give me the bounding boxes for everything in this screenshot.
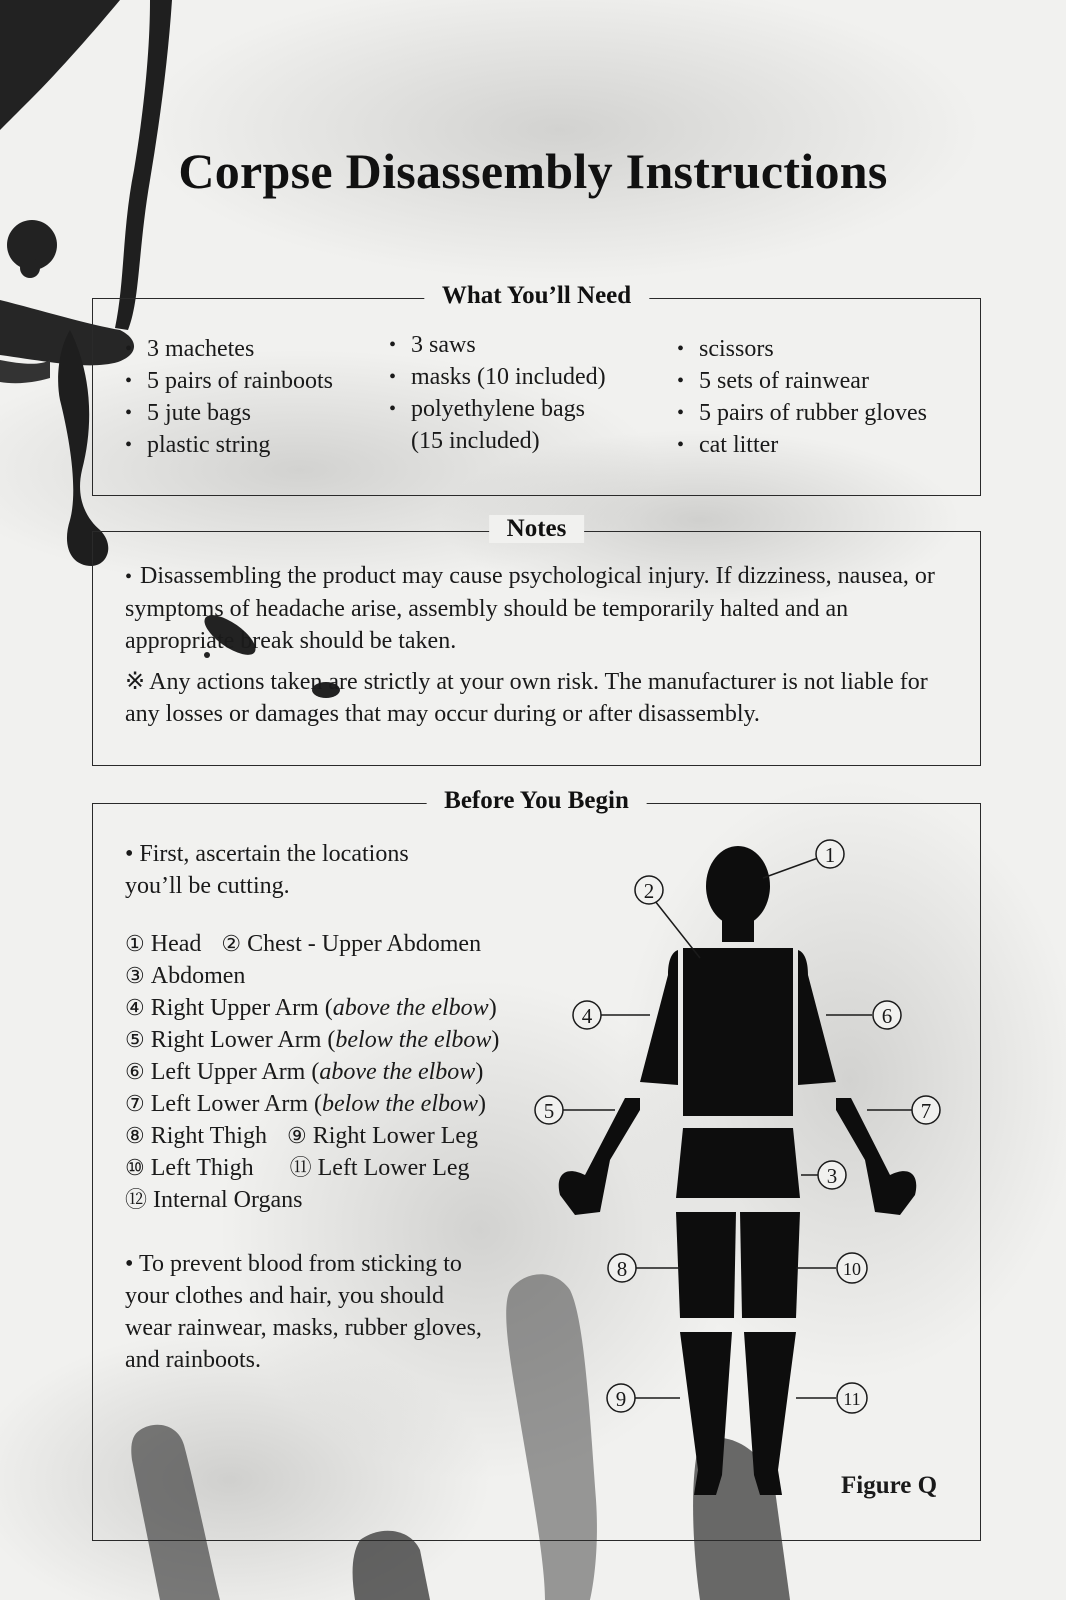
- svg-text:6: 6: [881, 1004, 893, 1028]
- list-item: ④ Right Upper Arm (above the elbow): [125, 995, 497, 1021]
- list-item: ⑦ Left Lower Arm (below the elbow): [125, 1091, 486, 1117]
- svg-text:10: 10: [843, 1259, 861, 1279]
- list-item: • 3 machetes: [123, 333, 333, 365]
- svg-text:2: 2: [643, 879, 655, 903]
- svg-text:8: 8: [616, 1257, 628, 1281]
- svg-text:1: 1: [824, 843, 836, 867]
- notes-text-1: Disassembling the product may cause psychological injury. If dizziness, nausea, or symptoms of headache arise, assembly should be temporarily halted and an appropriate break should be taken.: [125, 563, 935, 654]
- part-name: Left Thigh: [150, 1155, 254, 1181]
- part-number: ①: [125, 931, 145, 956]
- part-name: Head: [150, 931, 202, 957]
- list-item: • masks (10 included): [387, 361, 606, 393]
- svg-text:3: 3: [826, 1164, 838, 1188]
- part-name: Chest - Upper Abdomen: [247, 931, 482, 957]
- svg-text:4: 4: [581, 1004, 593, 1028]
- list-item: ⑤ Right Lower Arm (below the elbow): [125, 1027, 500, 1053]
- list-item: ⑥ Left Upper Arm (above the elbow): [125, 1059, 484, 1085]
- part-name: Right Lower Leg: [312, 1123, 479, 1149]
- part-number: ⑪: [289, 1155, 312, 1180]
- part-name: Abdomen: [150, 963, 246, 989]
- tip-text: • To prevent blood from sticking to your clothes and hair, you should wear rainwear, masks, rubber gloves, and rainboots.: [125, 1251, 482, 1373]
- callout-2: [635, 876, 663, 904]
- callout-1: [816, 840, 844, 868]
- svg-text:11: 11: [843, 1389, 861, 1409]
- part-name: Left Lower Leg: [317, 1155, 470, 1181]
- part-name: Internal Organs: [153, 1187, 303, 1213]
- figure-caption: Figure Q: [841, 1472, 938, 1499]
- part-number: ⑦: [125, 1091, 145, 1116]
- list-item: • 5 pairs of rubber gloves: [675, 397, 927, 429]
- list-item: • scissors: [675, 333, 927, 365]
- part-note: above the elbow: [332, 995, 489, 1021]
- callout-7: [912, 1096, 940, 1124]
- part-name: Right Upper Arm: [150, 995, 319, 1021]
- list-item: (15 included): [411, 428, 540, 454]
- svg-text:5: 5: [543, 1099, 555, 1123]
- part-name: Right Lower Arm: [150, 1027, 322, 1053]
- list-item: • cat litter: [675, 429, 927, 461]
- list-item: • 5 jute bags: [123, 397, 333, 429]
- intro-text: • First, ascertain the locations you’ll be cutting.: [125, 841, 409, 899]
- list-item: • 5 pairs of rainboots: [123, 365, 333, 397]
- svg-text:7: 7: [920, 1099, 932, 1123]
- list-item: • polyethylene bags: [387, 393, 606, 425]
- notes-heading: Notes: [489, 515, 585, 543]
- svg-text:9: 9: [615, 1387, 627, 1411]
- part-number: ⑨: [286, 1123, 307, 1148]
- begin-heading: Before You Begin: [426, 787, 647, 815]
- needs-heading: What You’ll Need: [424, 282, 649, 310]
- part-number: ⑧: [125, 1123, 145, 1148]
- callout-9: [607, 1384, 635, 1412]
- part-name: Right Thigh: [150, 1123, 267, 1149]
- part-name: Left Upper Arm: [150, 1059, 306, 1085]
- part-number: ⑤: [125, 1027, 145, 1052]
- part-name: Left Lower Arm: [150, 1091, 309, 1117]
- list-item: • 5 sets of rainwear: [675, 365, 927, 397]
- notes-text-2: Any actions taken are strictly at your own risk. The manufacturer is not liable for any losses or damages that may occur during or after disassembly.: [125, 669, 928, 727]
- callout-10: [837, 1253, 867, 1283]
- callout-5: [535, 1096, 563, 1124]
- callout-11: [837, 1383, 867, 1413]
- part-number: ④: [125, 995, 145, 1020]
- part-note: above the elbow: [319, 1059, 476, 1085]
- callout-8: [608, 1254, 636, 1282]
- bullet: •: [125, 566, 133, 588]
- callout-6: [873, 1001, 901, 1029]
- list-item: • 3 saws: [387, 329, 606, 361]
- part-number: ②: [221, 931, 242, 956]
- callout-3: [818, 1161, 846, 1189]
- list-item: • plastic string: [123, 429, 333, 461]
- part-number: ⑩: [125, 1155, 145, 1180]
- part-note: below the elbow: [322, 1091, 478, 1117]
- part-number: ⑫: [125, 1187, 148, 1212]
- part-number: ⑥: [125, 1059, 145, 1084]
- page-title: Corpse Disassembly Instructions: [178, 143, 888, 199]
- callout-4: [573, 1001, 601, 1029]
- reference-mark: ※: [125, 669, 146, 695]
- part-number: ③: [125, 963, 145, 988]
- part-note: below the elbow: [335, 1027, 492, 1053]
